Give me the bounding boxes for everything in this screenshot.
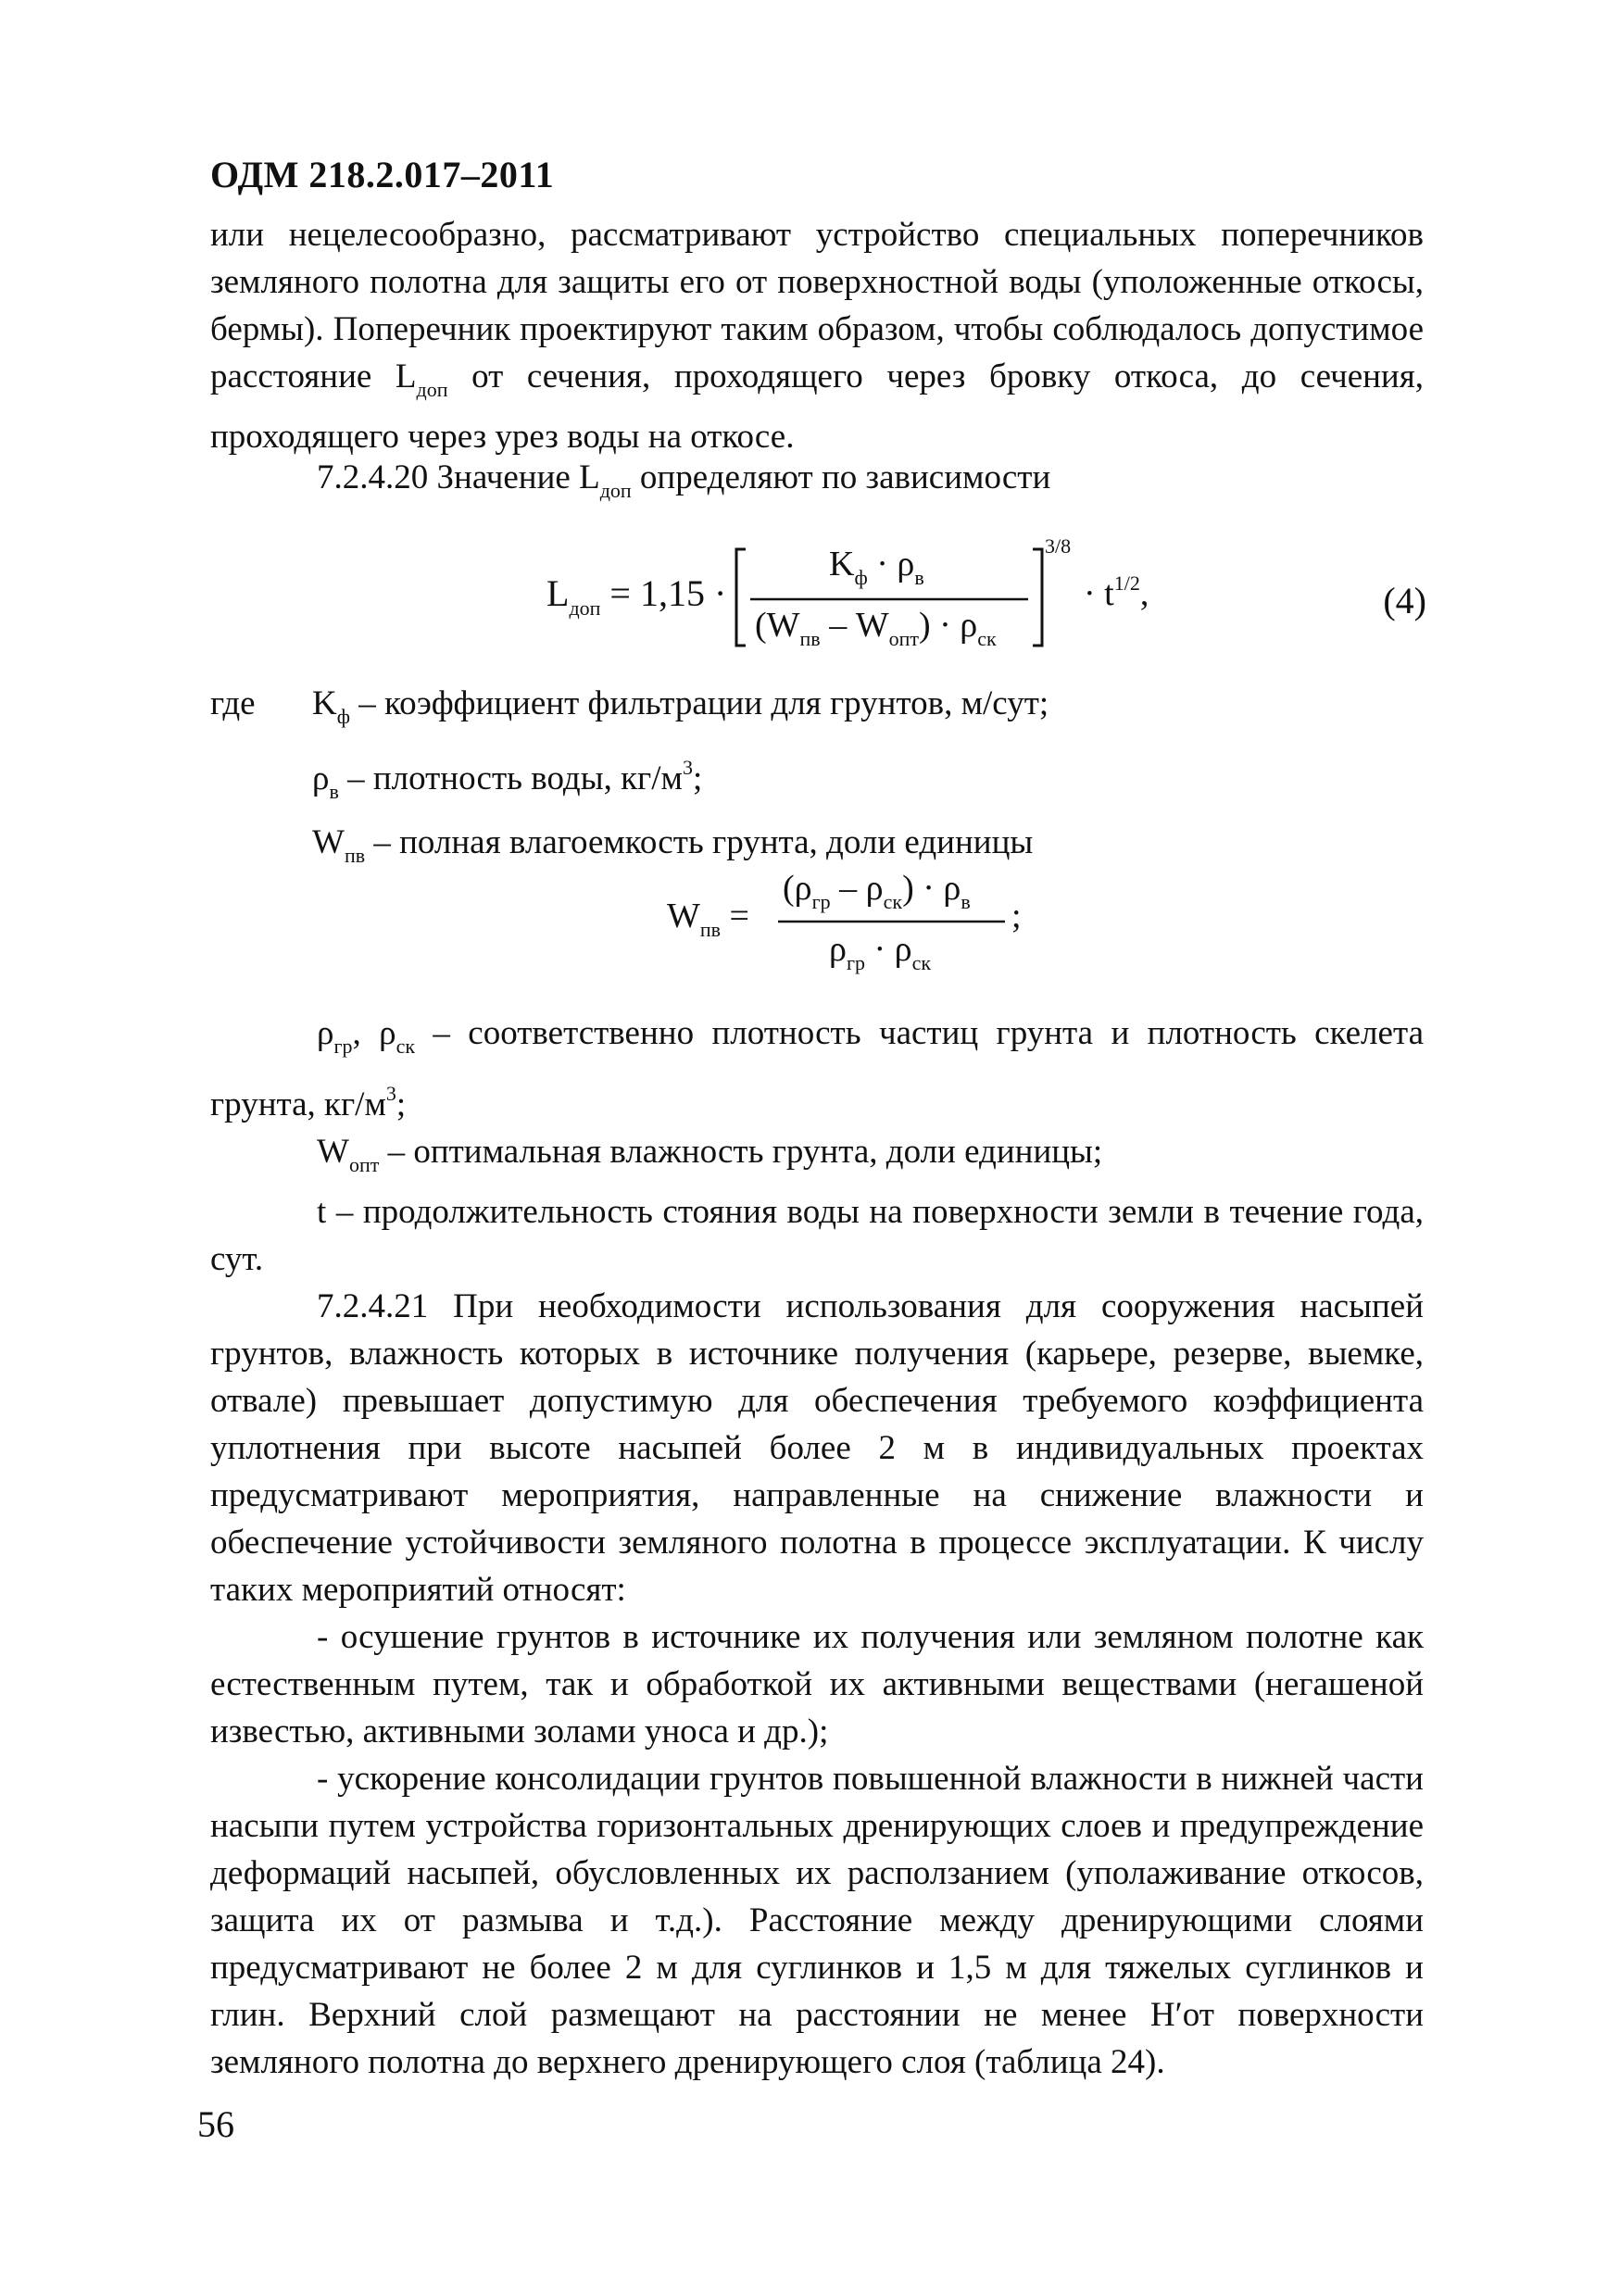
page-number: 56 xyxy=(197,2103,234,2145)
where-label: где xyxy=(210,684,256,722)
left-bracket xyxy=(736,549,746,646)
time-factor: · $t^{1/2}$, xyxy=(1084,571,1149,613)
coefficient: = 1,15 · xyxy=(609,572,727,614)
formula-4 xyxy=(519,533,1426,671)
subscript: доп xyxy=(599,479,632,502)
document-code-header: ОДМ 218.2.017–2011 xyxy=(210,154,555,195)
equation-number: (4) xyxy=(1383,580,1426,621)
definition-w-opt: $W_{опт}$ – оптимальная влажность грунта, доли единицы; xyxy=(317,1133,1103,1176)
formula-w-pv xyxy=(667,857,1056,996)
clause-heading: 7.2.4.20 Значение L xyxy=(317,458,600,496)
paragraph-7-2-4-21: 7.2.4.21 При необходимости использования для сооружения насыпей грунтов, влажность которых в источнике получения (карьере, резерве, выемке, отвале) превышает допустимую для обеспечения требуемого коэффициента уплотнения при высоте насыпей более 2 м в индивидуальных проектах предусматривают мероприятия, направленные на снижение влажности и обеспечение устойчивости земляного полотна в процессе эксплуатации. К числу таких мероприятий относят: xyxy=(210,1287,1424,1609)
definitions-list xyxy=(210,678,1049,881)
paragraph-7-2-4-20 xyxy=(210,454,1424,514)
body-continued xyxy=(210,1010,1424,2086)
definition-w-pv: $W_{пв}$ – полная влагоемкость грунта, доли единицы xyxy=(312,823,1034,867)
definition-kf: где $K_ф$ – коэффициент фильтрации для грунтов, м/сут; xyxy=(210,678,1049,742)
formula-w-end: ; xyxy=(1011,897,1022,935)
definition-t: t – продолжительность стояния воды на поверхности земли в течение года, сут. xyxy=(210,1193,1424,1278)
paragraph-cross-section xyxy=(210,211,1424,460)
definition-rho-gr-sk: $\rho_{гр}$, $\rho_{ск}$ – соответственно плотность частиц грунта и плотность скелета грунта, $кг/м^3$; xyxy=(210,1014,1424,1123)
definition-rho-water: $\rho_в$ – плотность воды, $кг/м^3$; xyxy=(312,756,703,803)
right-bracket xyxy=(1033,549,1042,646)
list-item: - осушение грунтов в источнике их получения или земляном полотне как естественным путем, так и обработкой их активными веществами (негашеной известью, активными золами уноса и др.); xyxy=(210,1618,1424,1750)
list-item: - ускорение консолидации грунтов повышенной влажности в нижней части насыпи путем устройства горизонтальных дренирующих слоев и предупреждение деформаций насыпей, обусловленных их расползанием (уполаживание откосов, защита их от размыва и т.д.). Расстояние между дренирующими слоями предусматривают не более 2 м для суглинков и 1,5 м для тяжелых суглинков и глин. Верхний слой размещают на расстоянии не менее H′от поверхности земляного полотна до верхнего дренирующего слоя (таблица 24). xyxy=(210,1760,1424,2081)
formula-denominator: $(W_{пв} - W_{опт}) \cdot \rho_{ск}$ xyxy=(755,606,997,650)
subscript: доп xyxy=(416,378,448,401)
formula-numerator: $K_ф \cdot \rho_в$ xyxy=(829,545,924,589)
clause-text: определяют по зависимости xyxy=(631,458,1051,496)
paragraph-text-tail: от сечения, проходящего через бровку откоса, до сечения, проходящего через урез воды на откосе. xyxy=(210,358,1424,456)
formula-w-denominator: $\rho_{гр} \cdot \rho_{ск}$ xyxy=(829,930,932,974)
formula-lhs: $L_{доп} = 1,15$ · xyxy=(546,572,727,620)
paragraph-text: или нецелесообразно, рассматривают устройство специальных поперечников земляного полотна для защиты его от поверхностной воды (уположенные откосы, бермы). Поперечник проектируют таким образом, чтобы соблюдалось допустимое расстояние L xyxy=(210,216,1424,395)
bracket-power: 3/8 xyxy=(1045,534,1072,558)
formula-w-numerator: $(\rho_{гр} - \rho_{ск}) \cdot \rho_в$ xyxy=(783,869,971,913)
formula-w-lhs: $W_{пв}$ = xyxy=(667,897,749,941)
